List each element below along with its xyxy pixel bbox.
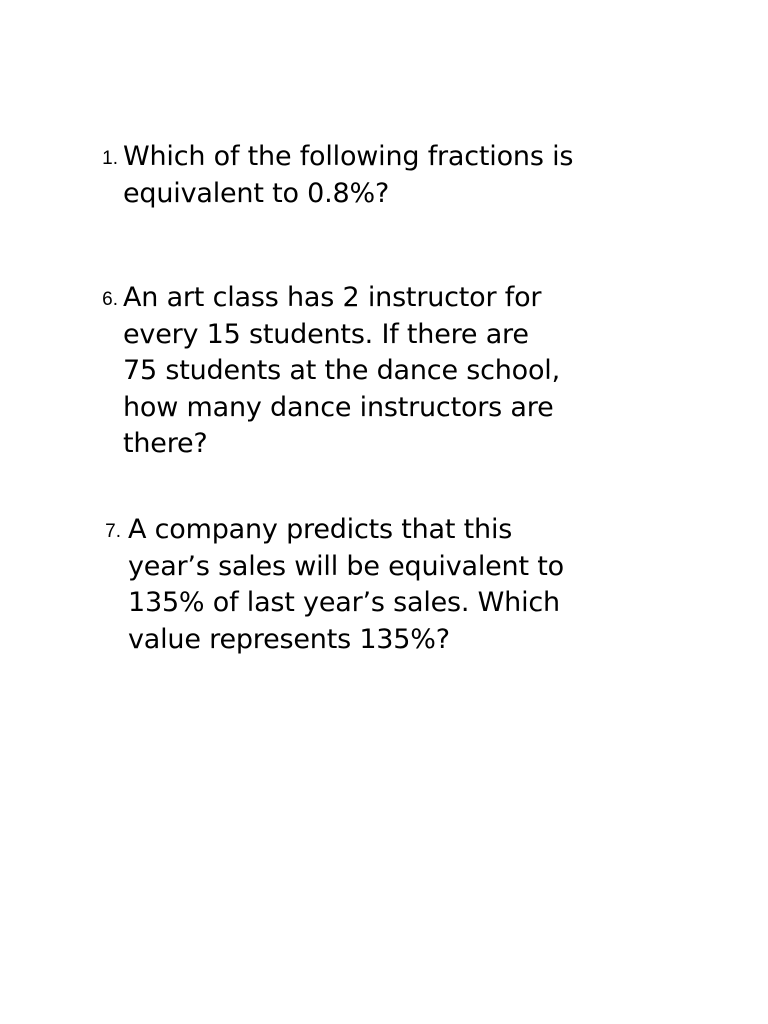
question-number: 7. bbox=[105, 521, 121, 542]
question-number: 1. bbox=[102, 148, 118, 169]
question-text: Which of the following fractions is equivalent to 0.8%? bbox=[123, 141, 574, 209]
question-text: A company predicts that this year’s sales will be equivalent to 135% of last year’s sales. Which value represents 135%? bbox=[128, 514, 564, 655]
question-number: 6. bbox=[102, 289, 118, 310]
question-text: An art class has 2 instructor for every 15 students. If there are 75 students at the dance school, how many dance instructors are there? bbox=[123, 282, 560, 459]
